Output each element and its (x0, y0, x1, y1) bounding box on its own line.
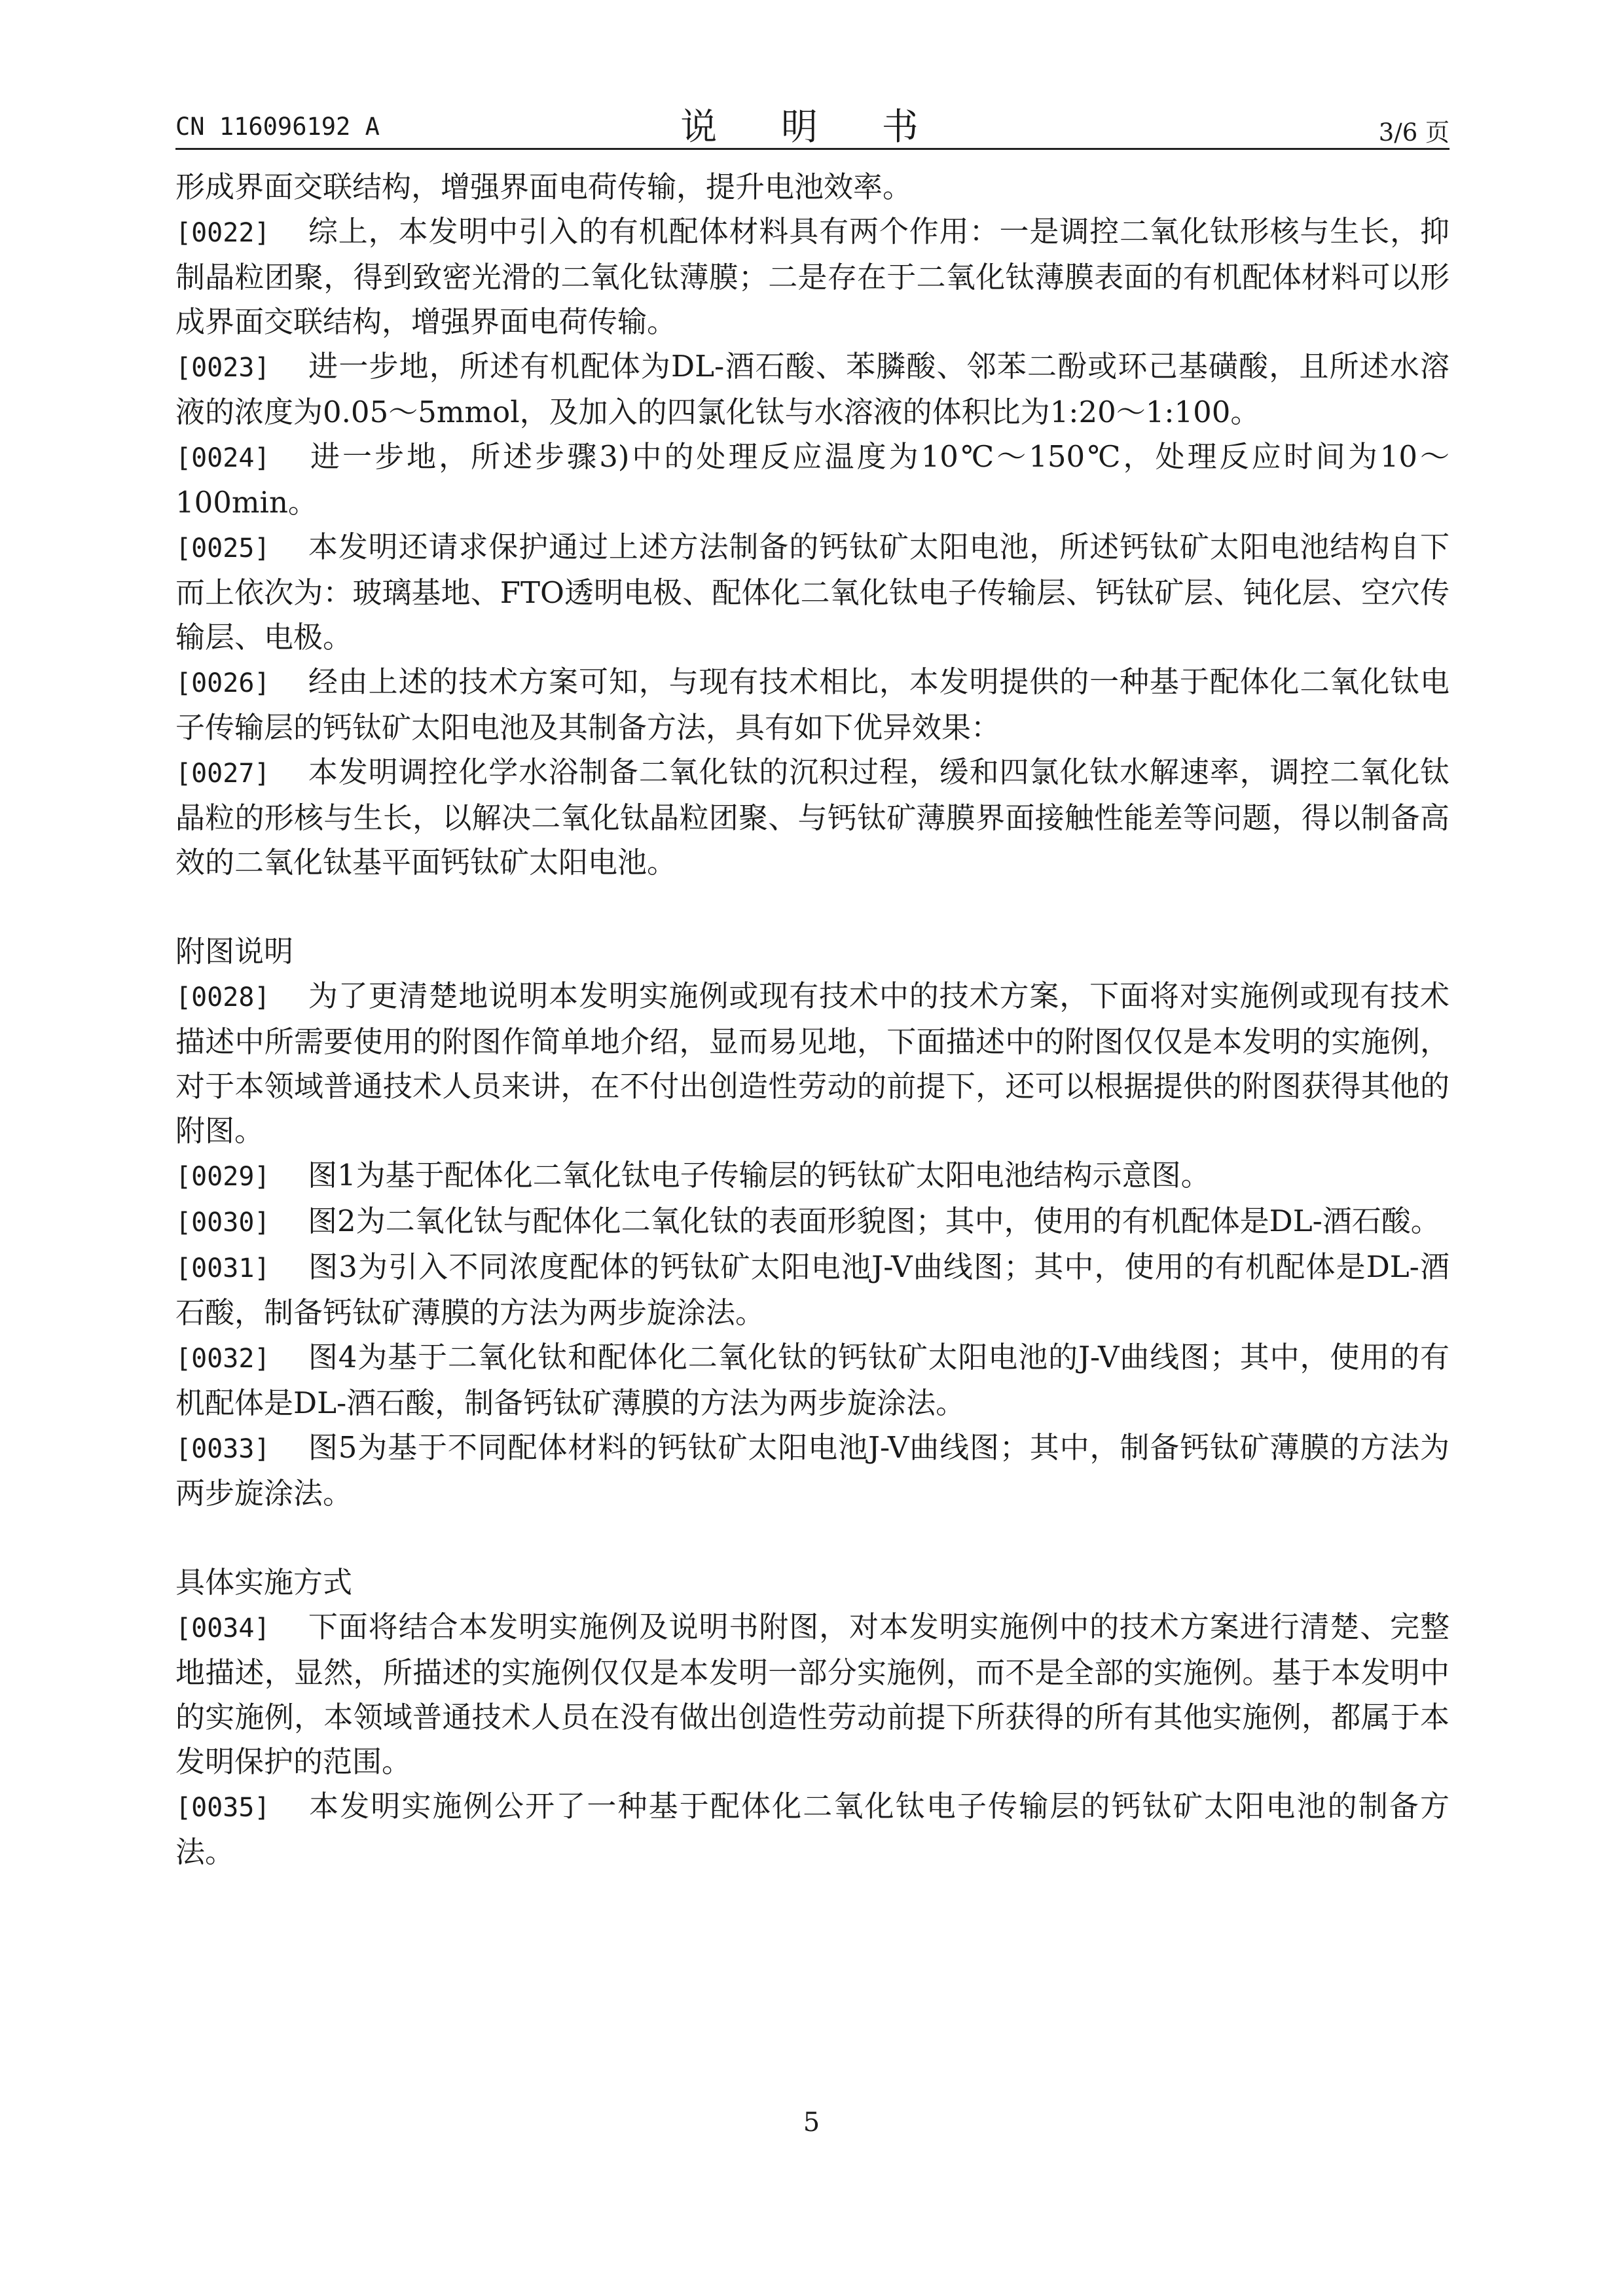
paragraph-text: 图4为基于二氧化钛和配体化二氧化钛的钙钛矿太阳电池的J-V曲线图；其中，使用的有机配体是DL-酒石酸，制备钙钛矿薄膜的方法为两步旋涂法。 (175, 1340, 1450, 1420)
paragraph-number: [0032] (175, 1344, 270, 1374)
paragraph-0033 (175, 1426, 1450, 1516)
paragraph-text: 进一步地，所述有机配体为DL-酒石酸、苯膦酸、邻苯二酚或环己基磺酸，且所述水溶液的浓度为0.05～5mmol，及加入的四氯化钛与水溶液的体积比为1:20～1:100。 (175, 349, 1450, 429)
paragraph-0028 (175, 974, 1450, 1153)
paragraph-0023 (175, 344, 1450, 435)
paragraph-number: [0023] (175, 353, 270, 383)
paragraph-text: 进一步地，所述步骤3)中的处理反应温度为10℃～150℃，处理反应时间为10～100min。 (175, 439, 1450, 520)
paragraph-number: [0027] (175, 759, 270, 789)
paragraph-number: [0033] (175, 1434, 270, 1464)
paragraph-text: 本发明调控化学水浴制备二氧化钛的沉积过程，缓和四氯化钛水解速率，调控二氧化钛晶粒的形核与生长，以解决二氧化钛晶粒团聚、与钙钛矿薄膜界面接触性能差等问题，得以制备高效的二氧化钛基平面钙钛矿太阳电池。 (175, 755, 1450, 880)
page-number: 5 (803, 2108, 820, 2138)
paragraph-0030 (175, 1199, 1450, 1245)
section-heading-figures: 附图说明 (175, 934, 294, 969)
paragraph-number: [0022] (175, 218, 270, 248)
paragraph-0031 (175, 1245, 1450, 1335)
paragraph-0029 (175, 1153, 1450, 1199)
continued-text: 形成界面交联结构，增强界面电荷传输，提升电池效率。 (175, 170, 913, 204)
paragraph-text: 图1为基于配体化二氧化钛电子传输层的钙钛矿太阳电池结构示意图。 (308, 1158, 1211, 1193)
paragraph-text: 为了更清楚地说明本发明实施例或现有技术中的技术方案，下面将对实施例或现有技术描述中所需要使用的附图作简单地介绍，显而易见地，下面描述中的附图仅仅是本发明的实施例，对于本领域普通技术人员来讲，在不付出创造性劳动的前提下，还可以根据提供的附图获得其他的附图。 (175, 978, 1450, 1148)
paragraph-text: 本发明还请求保护通过上述方法制备的钙钛矿太阳电池，所述钙钛矿太阳电池结构自下而上依次为：玻璃基地、FTO透明电极、配体化二氧化钛电子传输层、钙钛矿层、钝化层、空穴传输层、电极。 (175, 529, 1450, 655)
paragraph-0024 (175, 435, 1450, 525)
paragraph-number: [0024] (175, 443, 270, 473)
patent-number: CN 116096192 A (175, 113, 380, 141)
paragraph-text: 下面将结合本发明实施例及说明书附图，对本发明实施例中的技术方案进行清楚、完整地描述，显然，所描述的实施例仅仅是本发明一部分实施例，而不是全部的实施例。基于本发明中的实施例，本领域普通技术人员在没有做出创造性劳动前提下所获得的所有其他实施例，都属于本发明保护的范围。 (175, 1609, 1450, 1779)
paragraph-number: [0030] (175, 1208, 270, 1238)
paragraph-text: 经由上述的技术方案可知，与现有技术相比，本发明提供的一种基于配体化二氧化钛电子传输层的钙钛矿太阳电池及其制备方法，具有如下优异效果： (175, 664, 1450, 745)
paragraph-0026 (175, 660, 1450, 750)
paragraph-text: 综上，本发明中引入的有机配体材料具有两个作用：一是调控二氧化钛形核与生长，抑制晶粒团聚，得到致密光滑的二氧化钛薄膜；二是存在于二氧化钛薄膜表面的有机配体材料可以形成界面交联结构，增强界面电荷传输。 (175, 214, 1450, 339)
paragraph-text: 图5为基于不同配体材料的钙钛矿太阳电池J-V曲线图；其中，制备钙钛矿薄膜的方法为两步旋涂法。 (175, 1430, 1450, 1511)
paragraph-0022 (175, 209, 1450, 344)
page-header (175, 98, 1450, 151)
paragraph-0034 (175, 1605, 1450, 1784)
paragraph-number: [0035] (175, 1793, 270, 1823)
page-indicator: 3/6 页 (1378, 118, 1450, 147)
paragraph-0035 (175, 1784, 1450, 1874)
paragraph-0025 (175, 525, 1450, 660)
paragraph-0032 (175, 1335, 1450, 1426)
paragraph-number: [0029] (175, 1162, 270, 1192)
paragraph-number: [0026] (175, 668, 270, 698)
paragraph-0027 (175, 750, 1450, 885)
document-body (175, 165, 1450, 1874)
section-heading-embodiments: 具体实施方式 (175, 1565, 353, 1600)
paragraph-text: 本发明实施例公开了一种基于配体化二氧化钛电子传输层的钙钛矿太阳电池的制备方法。 (175, 1789, 1450, 1869)
paragraph-text: 图2为二氧化钛与配体化二氧化钛的表面形貌图；其中，使用的有机配体是DL-酒石酸。 (308, 1204, 1440, 1238)
paragraph-number: [0028] (175, 982, 270, 1013)
paragraph-number: [0034] (175, 1613, 270, 1643)
header-divider (175, 148, 1450, 150)
paragraph-text: 图3为引入不同浓度配体的钙钛矿太阳电池J-V曲线图；其中，使用的有机配体是DL-酒石酸，制备钙钛矿薄膜的方法为两步旋涂法。 (175, 1249, 1450, 1330)
paragraph-number: [0031] (175, 1253, 270, 1283)
paragraph-number: [0025] (175, 533, 270, 564)
document-title: 说 明 书 (680, 106, 945, 149)
